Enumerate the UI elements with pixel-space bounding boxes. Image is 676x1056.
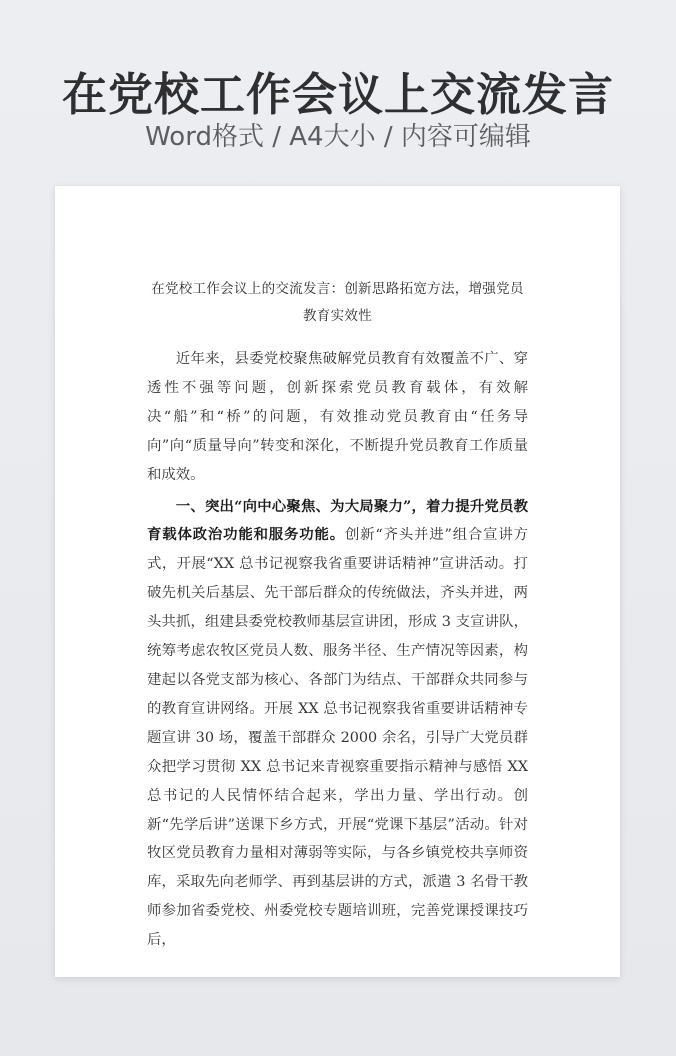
paragraph-text: 近年来，县委党校聚焦破解党员教育有效覆盖不广、穿透性不强等问题，创新探索党员教育载体，有效解决“船”和“桥”的问题，有效推动党员教育由“任务导向”向“质量导向”转变和深化，不断提升党员教育工作质量和成效。 [147, 351, 528, 483]
document-title: 在党校工作会议上的交流发言：创新思路拓宽方法，增强党员教育实效性 [151, 281, 524, 324]
banner-title: 在党校工作会议上交流发言 [61, 68, 614, 121]
document-body [147, 276, 528, 955]
document-paragraph-intro [147, 345, 528, 490]
document-page [55, 186, 620, 977]
document-paragraph-section-1 [147, 493, 528, 956]
banner-subtitle: Word格式 / A4大小 / 内容可编辑 [145, 122, 531, 152]
section-heading: 一、突出“向中心聚焦、为大局聚力”，着力提升党员教育载体政治功能和服务功能。 [147, 497, 528, 544]
paragraph-text: 创新“齐头并进”组合宣讲方式，开展“XX 总书记视察我省重要讲话精神”宣讲活动。打破先机关后基层、先干部后群众的传统做法，齐头并进，两头共抓，组建县委党校教师基层宣讲团，形成 3 支宣讲队，统筹考虑农牧区党员人数、服务半径、生产情况等因素，构建起以各党支部为核心、各部门为结点、干部群众共同参与的教育宣讲网络。开展 XX 总书记视察我省重要讲话精神专题宣讲 30 场，覆盖干部群众 2000 余名，引导广大党员群众把学习贯彻 XX 总书记来青视察重要指示精神与感悟 XX 总书记的人民情怀结合起来，学出力量、学出行动。创新“先学后讲”送课下乡方式，开展“党课下基层”活动。针对牧区党员教育力量相对薄弱等实际，与各乡镇党校共享师资库，采取先向老师学、再到基层讲的方式，派遣 3 名骨干教师参加省委党校、州委党校专题培训班，完善党课授课技巧后， [147, 527, 528, 949]
